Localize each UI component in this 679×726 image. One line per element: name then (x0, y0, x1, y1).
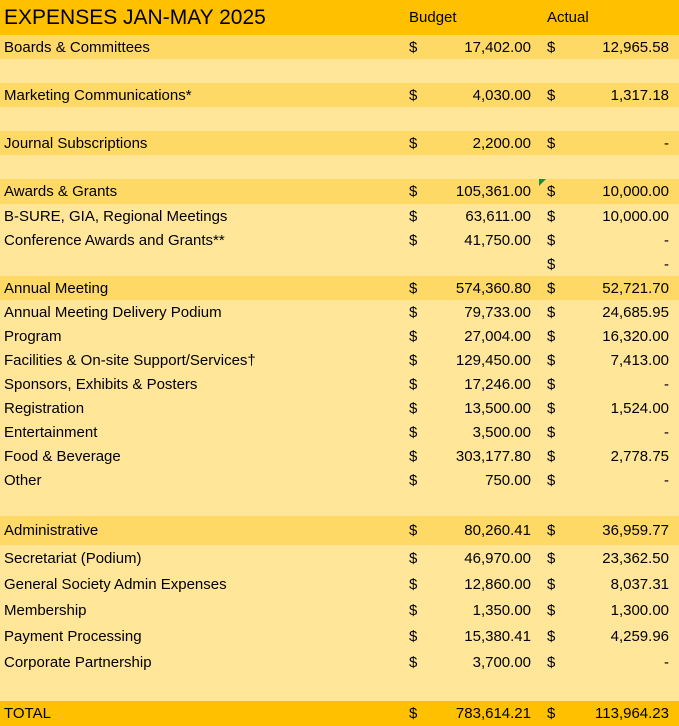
budget-value: 13,500.00 (464, 399, 531, 417)
actual-value: 36,959.77 (602, 522, 669, 539)
row-program (0, 324, 679, 348)
row-label: Payment Processing (4, 627, 142, 645)
row-label: Program (4, 327, 62, 345)
actual-value: - (664, 375, 669, 393)
actual-value: 2,778.75 (610, 447, 669, 465)
currency-symbol: $ (547, 351, 556, 369)
currency-symbol: $ (409, 522, 418, 539)
actual-column-header: Actual (547, 9, 589, 26)
row-marketing-communications (0, 83, 679, 107)
budget-value: 750.00 (485, 471, 531, 489)
currency-symbol: $ (547, 327, 556, 345)
row-label: Food & Beverage (4, 447, 121, 465)
row-administrative (0, 516, 679, 545)
row-label: Membership (4, 601, 87, 619)
currency-symbol: $ (547, 627, 556, 645)
actual-value: - (664, 653, 669, 671)
currency-symbol: $ (409, 653, 418, 671)
budget-value: 2,200.00 (472, 134, 531, 152)
currency-symbol: $ (409, 134, 418, 152)
currency-symbol: $ (547, 38, 556, 56)
currency-symbol: $ (409, 231, 418, 249)
currency-symbol: $ (547, 575, 556, 593)
comment-indicator-icon (539, 179, 546, 186)
currency-symbol: $ (547, 279, 556, 297)
row-general-admin (0, 571, 679, 597)
budget-value: 79,733.00 (464, 303, 531, 321)
row-label: Administrative (4, 522, 99, 539)
budget-value: 15,380.41 (464, 627, 531, 645)
budget-value: 783,614.21 (455, 705, 531, 722)
row-boards-committees (0, 35, 679, 59)
budget-value: 3,700.00 (472, 653, 531, 671)
row-label: Awards & Grants (4, 183, 118, 200)
blank-row (0, 675, 679, 701)
actual-value: - (664, 423, 669, 441)
currency-symbol: $ (409, 375, 418, 393)
actual-value: 4,259.96 (610, 627, 669, 645)
currency-symbol: $ (547, 549, 556, 567)
currency-symbol: $ (547, 231, 556, 249)
currency-symbol: $ (409, 705, 418, 722)
currency-symbol: $ (547, 207, 556, 225)
currency-symbol: $ (547, 653, 556, 671)
row-label: Other (4, 471, 42, 489)
blank-row (0, 59, 679, 83)
budget-value: 17,402.00 (464, 38, 531, 56)
actual-value: 1,300.00 (610, 601, 669, 619)
actual-value: - (664, 471, 669, 489)
row-label: Sponsors, Exhibits & Posters (4, 375, 198, 393)
actual-value: 24,685.95 (602, 303, 669, 321)
row-other (0, 468, 679, 492)
row-label: Marketing Communications* (4, 86, 192, 104)
actual-value: 7,413.00 (610, 351, 669, 369)
currency-symbol: $ (409, 86, 418, 104)
budget-value: 12,860.00 (464, 575, 531, 593)
currency-symbol: $ (409, 471, 418, 489)
currency-symbol: $ (547, 303, 556, 321)
row-label: Secretariat (Podium) (4, 549, 142, 567)
currency-symbol: $ (547, 471, 556, 489)
row-journal-subscriptions (0, 131, 679, 155)
currency-symbol: $ (409, 549, 418, 567)
currency-symbol: $ (409, 327, 418, 345)
row-label: Conference Awards and Grants** (4, 231, 225, 249)
currency-symbol: $ (409, 423, 418, 441)
budget-value: 63,611.00 (465, 207, 531, 225)
actual-value: 113,964.23 (595, 705, 669, 722)
budget-value: 303,177.80 (455, 447, 531, 465)
currency-symbol: $ (409, 183, 418, 200)
currency-symbol: $ (547, 522, 556, 539)
row-membership (0, 597, 679, 623)
budget-value: 105,361.00 (455, 183, 531, 200)
blank-row (0, 492, 679, 516)
row-delivery-podium (0, 300, 679, 324)
row-registration (0, 396, 679, 420)
currency-symbol: $ (409, 627, 418, 645)
row-label: Corporate Partnership (4, 653, 152, 671)
actual-value: 16,320.00 (602, 327, 669, 345)
actual-value: 1,524.00 (610, 399, 669, 417)
row-label: TOTAL (4, 705, 51, 722)
row-awards-grants (0, 179, 679, 204)
row-corporate-partnership (0, 649, 679, 675)
row-entertainment (0, 420, 679, 444)
currency-symbol: $ (547, 134, 556, 152)
actual-value: 52,721.70 (602, 279, 669, 297)
row-bsure-gia (0, 204, 679, 228)
budget-value: 3,500.00 (472, 423, 531, 441)
row-label: B-SURE, GIA, Regional Meetings (4, 207, 228, 225)
budget-value: 27,004.00 (464, 327, 531, 345)
actual-value: 1,317.18 (610, 86, 669, 104)
actual-value: 12,965.58 (602, 38, 669, 56)
actual-value: - (664, 255, 669, 273)
row-label: Registration (4, 399, 85, 417)
currency-symbol: $ (547, 705, 556, 722)
actual-value: - (664, 134, 669, 152)
row-secretariat (0, 545, 679, 571)
row-food-beverage (0, 444, 679, 468)
currency-symbol: $ (409, 351, 418, 369)
currency-symbol: $ (409, 447, 418, 465)
currency-symbol: $ (547, 375, 556, 393)
actual-value: - (664, 231, 669, 249)
currency-symbol: $ (409, 279, 418, 297)
currency-symbol: $ (547, 183, 556, 200)
currency-symbol: $ (547, 255, 556, 273)
row-label: Boards & Committees (4, 38, 150, 56)
row-total (0, 701, 679, 726)
budget-value: 4,030.00 (472, 86, 531, 104)
row-label: General Society Admin Expenses (4, 575, 227, 593)
row-payment-processing (0, 623, 679, 649)
budget-value: 129,450.00 (455, 351, 531, 369)
row-annual-meeting (0, 276, 679, 300)
actual-value: 10,000.00 (602, 207, 669, 225)
actual-value: 10,000.00 (602, 183, 669, 200)
currency-symbol: $ (409, 601, 418, 619)
blank-row (0, 107, 679, 131)
blank-row (0, 155, 679, 179)
row-label: Annual Meeting (4, 279, 109, 297)
budget-value: 17,246.00 (464, 375, 531, 393)
currency-symbol: $ (547, 399, 556, 417)
row-label: Entertainment (4, 423, 98, 441)
header-row (0, 0, 679, 35)
row-sponsors (0, 372, 679, 396)
currency-symbol: $ (409, 207, 418, 225)
currency-symbol: $ (409, 575, 418, 593)
currency-symbol: $ (409, 399, 418, 417)
row-conference-awards (0, 228, 679, 252)
budget-value: 80,260.41 (464, 522, 531, 539)
currency-symbol: $ (547, 447, 556, 465)
row-unlabeled (0, 252, 679, 276)
row-label: Journal Subscriptions (4, 134, 148, 152)
actual-value: 23,362.50 (602, 549, 669, 567)
budget-value: 1,350.00 (472, 601, 531, 619)
currency-symbol: $ (547, 423, 556, 441)
row-label: Annual Meeting Delivery Podium (4, 303, 222, 321)
budget-value: 41,750.00 (464, 231, 531, 249)
row-facilities (0, 348, 679, 372)
currency-symbol: $ (547, 601, 556, 619)
currency-symbol: $ (547, 86, 556, 104)
budget-value: 574,360.80 (455, 279, 531, 297)
currency-symbol: $ (409, 303, 418, 321)
currency-symbol: $ (409, 38, 418, 56)
row-label: Facilities & On-site Support/Services† (4, 351, 256, 369)
actual-value: 8,037.31 (610, 575, 669, 593)
sheet-title: EXPENSES JAN-MAY 2025 (4, 5, 266, 29)
budget-value: 46,970.00 (464, 549, 531, 567)
budget-column-header: Budget (409, 9, 457, 26)
